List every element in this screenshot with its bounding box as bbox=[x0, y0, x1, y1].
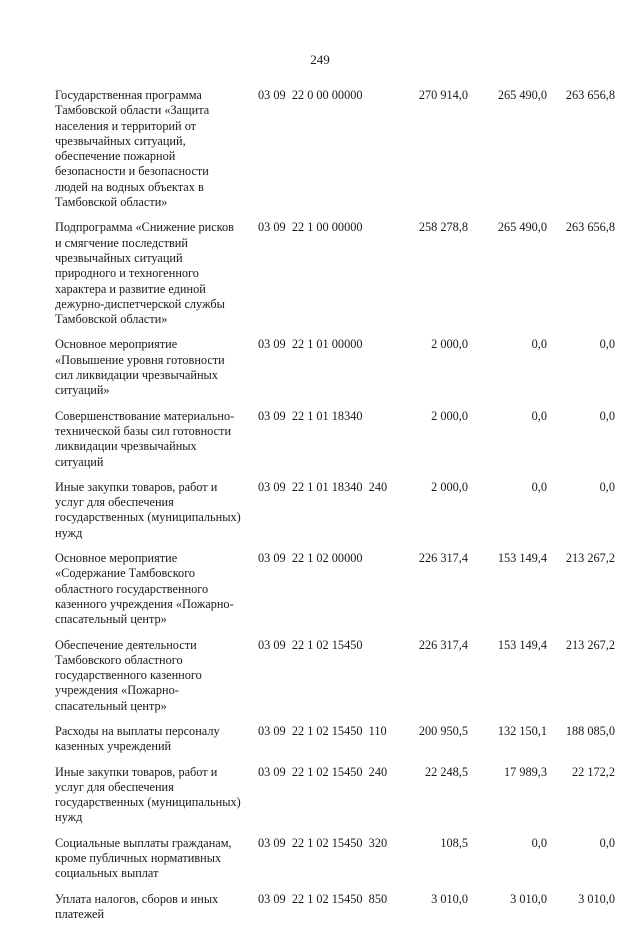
row-name: Основное мероприятие «Повышение уровня готовности сил ликвидации чрезвычайных ситуаций» bbox=[55, 337, 225, 398]
row-name: Обеспечение деятельности Тамбовского областного государственного казенного учреждения «Пожарно- спасательный центр» bbox=[55, 637, 202, 713]
row-value-3: 3 010,0 bbox=[578, 891, 615, 906]
row-value-1: 2 000,0 bbox=[431, 479, 468, 494]
row-code: 03 09 22 0 00 00000 bbox=[258, 88, 363, 102]
row-value-3: 0,0 bbox=[599, 835, 615, 850]
row-value-3: 213 267,2 bbox=[565, 637, 615, 652]
row-value-2: 0,0 bbox=[531, 337, 547, 352]
table-row bbox=[55, 765, 620, 826]
row-value-1: 270 914,0 bbox=[418, 88, 468, 102]
row-value-2: 132 150,1 bbox=[497, 723, 547, 738]
row-value-3: 0,0 bbox=[599, 408, 615, 423]
row-name: Совершенствование материально- технической базы сил готовности ликвидации чрезвычайных ситуаций bbox=[55, 408, 235, 469]
table-row bbox=[55, 724, 620, 755]
row-value-2: 0,0 bbox=[531, 408, 547, 423]
row-value-3: 263 656,8 bbox=[565, 220, 615, 235]
row-value-2: 3 010,0 bbox=[510, 891, 547, 906]
table-row bbox=[55, 409, 620, 470]
row-value-1: 258 278,8 bbox=[418, 220, 468, 235]
row-value-2: 0,0 bbox=[531, 479, 547, 494]
table-row bbox=[55, 551, 620, 627]
row-name: Иные закупки товаров, работ и услуг для обеспечения государственных (муниципальных) нужд bbox=[55, 764, 241, 825]
table-row bbox=[55, 892, 620, 923]
row-code: 03 09 22 1 02 15450 320 bbox=[258, 835, 388, 850]
row-code: 03 09 22 1 01 00000 bbox=[258, 337, 363, 352]
page-number: 249 bbox=[310, 52, 330, 67]
table-row bbox=[55, 337, 620, 398]
row-name: Социальные выплаты гражданам, кроме публичных нормативных социальных выплат bbox=[55, 835, 232, 881]
row-name: Основное мероприятие «Содержание Тамбовского областного государственного казенного учреждения «Пожарно- спасательный центр» bbox=[55, 551, 234, 627]
row-code: 03 09 22 1 02 15450 bbox=[258, 637, 363, 652]
row-value-1: 2 000,0 bbox=[431, 337, 468, 352]
row-code: 03 09 22 1 02 00000 bbox=[258, 551, 363, 566]
row-name: Уплата налогов, сборов и иных платежей bbox=[55, 891, 219, 921]
table-row bbox=[55, 480, 620, 541]
row-code: 03 09 22 1 00 00000 bbox=[258, 220, 363, 235]
row-value-2: 153 149,4 bbox=[497, 551, 547, 566]
row-value-2: 17 989,3 bbox=[503, 764, 547, 779]
row-name: Расходы на выплаты персоналу казенных учреждений bbox=[55, 723, 220, 754]
row-value-2: 0,0 bbox=[531, 835, 547, 850]
table-row bbox=[55, 638, 620, 714]
row-value-1: 108,5 bbox=[440, 835, 468, 850]
row-code: 03 09 22 1 02 15450 850 bbox=[258, 891, 388, 906]
row-value-1: 3 010,0 bbox=[431, 891, 468, 906]
row-value-3: 0,0 bbox=[599, 337, 615, 352]
row-value-1: 200 950,5 bbox=[418, 723, 468, 738]
table-row bbox=[55, 836, 620, 882]
row-name: Иные закупки товаров, работ и услуг для обеспечения государственных (муниципальных) нужд bbox=[55, 479, 241, 540]
row-value-3: 263 656,8 bbox=[565, 88, 615, 102]
row-code: 03 09 22 1 02 15450 240 bbox=[258, 764, 388, 779]
row-code: 03 09 22 1 02 15450 110 bbox=[258, 723, 387, 738]
row-value-2: 153 149,4 bbox=[497, 637, 547, 652]
row-value-3: 22 172,2 bbox=[571, 764, 615, 779]
row-value-3: 213 267,2 bbox=[565, 551, 615, 566]
row-value-1: 226 317,4 bbox=[418, 551, 468, 566]
row-value-1: 2 000,0 bbox=[431, 408, 468, 423]
row-name: Подпрограмма «Снижение рисков и смягчение последствий чрезвычайных ситуаций природного и техногенного характера и развитие единой дежурно-диспетчерской службы Тамбовской области» bbox=[55, 220, 234, 327]
budget-table bbox=[55, 88, 620, 932]
row-code: 03 09 22 1 01 18340 240 bbox=[258, 479, 388, 494]
table-row bbox=[55, 88, 620, 210]
row-value-1: 22 248,5 bbox=[424, 764, 468, 779]
row-value-2: 265 490,0 bbox=[497, 220, 547, 235]
row-name: Государственная программа Тамбовской области «Защита населения и территорий от чрезвычайных ситуаций, обеспечение пожарной безопасности и безопасности людей на водных объектах в Тамбовской области» bbox=[55, 88, 210, 210]
row-value-3: 188 085,0 bbox=[565, 723, 615, 738]
table-row bbox=[55, 220, 620, 327]
row-value-3: 0,0 bbox=[599, 479, 615, 494]
row-code: 03 09 22 1 01 18340 bbox=[258, 408, 363, 423]
row-value-1: 226 317,4 bbox=[418, 637, 468, 652]
row-value-2: 265 490,0 bbox=[497, 88, 547, 102]
